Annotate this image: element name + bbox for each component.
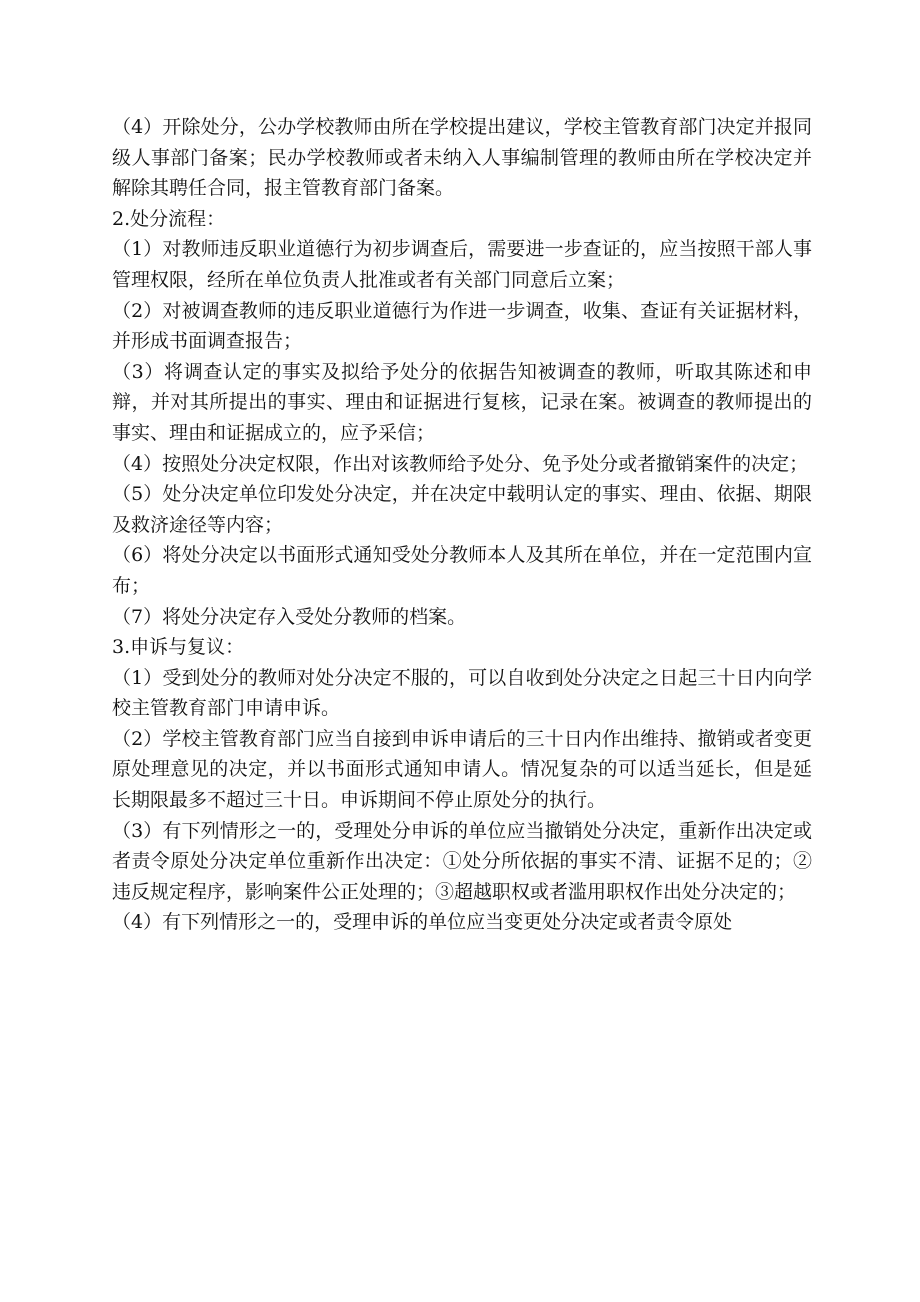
paragraph-expulsion: （4）开除处分，公办学校教师由所在学校提出建议，学校主管教育部门决定并报同级人事部门备案；民办学校教师或者未纳入人事编制管理的教师由所在学校决定并解除其聘任合同，报主管教育部门备案。 [112, 116, 812, 200]
section-heading-appeal: 3.申诉与复议： [112, 636, 245, 659]
paragraph-process-5: （5）处分决定单位印发处分决定，并在决定中载明认定的事实、理由、依据、期限及救济途径等内容； [112, 483, 812, 536]
document-body [112, 112, 812, 938]
section-heading-process: 2.处分流程： [112, 207, 226, 230]
paragraph-process-1: （1）对教师违反职业道德行为初步调查后，需要进一步查证的，应当按照干部人事管理权限，经所在单位负责人批准或者有关部门同意后立案； [112, 238, 812, 291]
paragraph-process-7: （7）将处分决定存入受处分教师的档案。 [112, 605, 467, 628]
paragraph-process-2: （2）对被调查教师的违反职业道德行为作进一步调查，收集、查证有关证据材料，并形成书面调查报告； [112, 299, 812, 353]
paragraph-process-3: （3）将调查认定的事实及拟给予处分的依据告知被调查的教师，听取其陈述和申辩，并对其所提出的事实、理由和证据进行复核，记录在案。被调查的教师提出的事实、理由和证据成立的，应予采信； [112, 360, 812, 444]
paragraph-process-6: （6）将处分决定以书面形式通知受处分教师本人及其所在单位，并在一定范围内宣布； [112, 544, 812, 597]
paragraph-appeal-3: （3）有下列情形之一的，受理处分申诉的单位应当撤销处分决定，重新作出决定或者责令原处分决定单位重新作出决定：①处分所依据的事实不清、证据不足的；②违反规定程序，影响案件公正处理的；③超越职权或者滥用职权作出处分决定的； [112, 819, 812, 903]
paragraph-appeal-2: （2）学校主管教育部门应当自接到申诉申请后的三十日内作出维持、撤销或者变更原处理意见的决定，并以书面形式通知申请人。情况复杂的可以适当延长，但是延长期限最多不超过三十日。申诉期间不停止原处分的执行。 [112, 727, 812, 812]
paragraph-appeal-4: （4）有下列情形之一的，受理申诉的单位应当变更处分决定或者责令原处 [112, 911, 733, 934]
paragraph-process-4: （4）按照处分决定权限，作出对该教师给予处分、免予处分或者撤销案件的决定； [112, 452, 809, 475]
paragraph-appeal-1: （1）受到处分的教师对处分决定不服的，可以自收到处分决定之日起三十日内向学校主管教育部门申请申诉。 [112, 666, 812, 720]
